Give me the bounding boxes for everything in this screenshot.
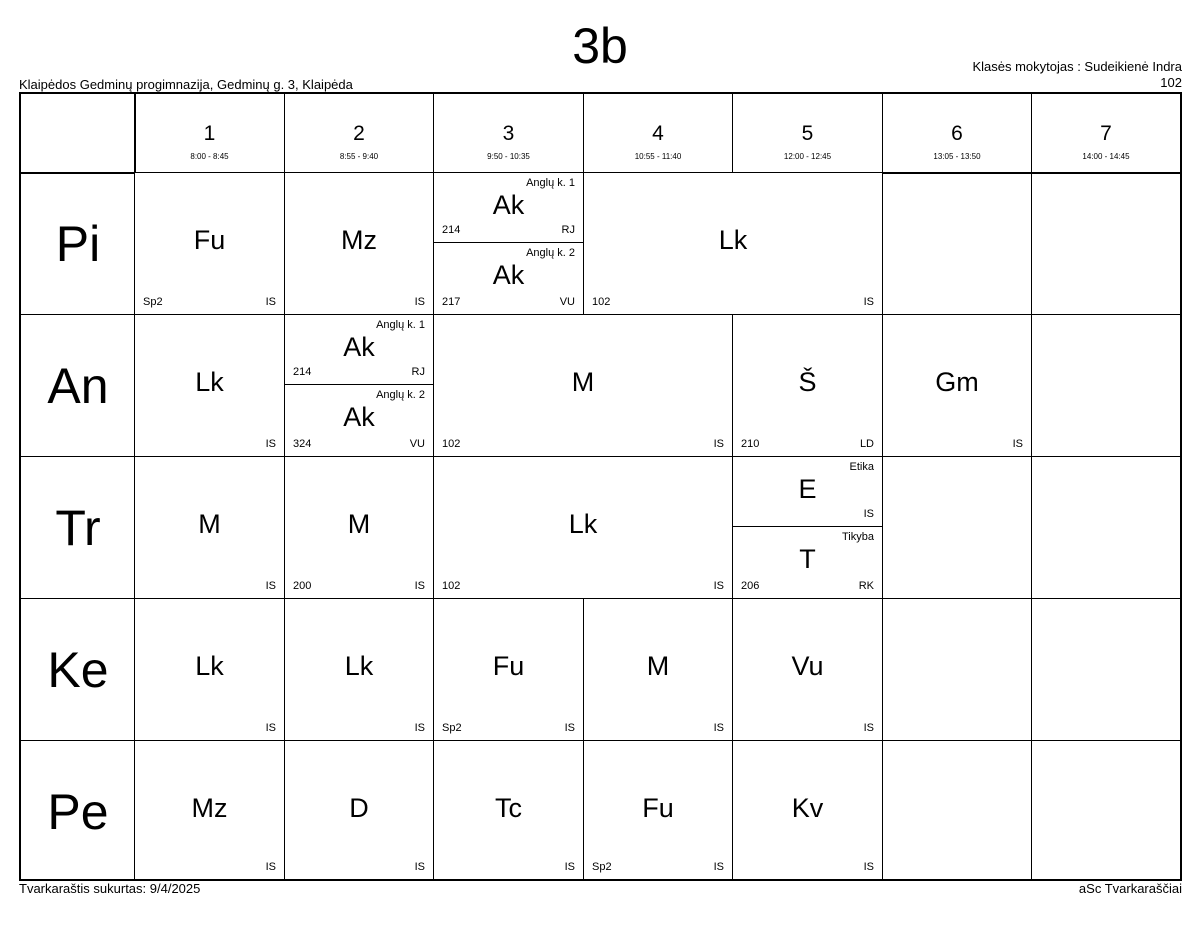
lesson-room: 102: [592, 296, 611, 308]
lesson-teacher: IS: [863, 861, 874, 873]
period-header: [434, 94, 583, 172]
grid-line: [1031, 94, 1032, 879]
period-header: [883, 94, 1031, 172]
lesson-teacher: IS: [265, 580, 276, 592]
day-label: Tr: [55, 499, 101, 556]
lesson-cell[interactable]: [733, 315, 882, 456]
lesson-subject: Ak: [492, 190, 525, 220]
lesson-subject: Fu: [492, 651, 525, 681]
lesson-cell[interactable]: [135, 315, 284, 456]
group-name: Tikyba: [842, 531, 874, 543]
period-number: 7: [1100, 122, 1112, 145]
period-time: 12:00 - 12:45: [783, 152, 832, 161]
lesson-subject: Lk: [568, 509, 598, 539]
lesson-teacher: IS: [265, 296, 276, 308]
created-date: Tvarkaraštis sukurtas: 9/4/2025: [19, 881, 201, 896]
period-time: 9:50 - 10:35: [487, 152, 530, 161]
lesson-subject: Fu: [193, 225, 226, 255]
group-lesson[interactable]: [434, 173, 583, 243]
lesson-teacher: IS: [1012, 438, 1023, 450]
day-label: An: [47, 357, 109, 414]
lesson-cell[interactable]: [584, 173, 882, 314]
lesson-room: 102: [442, 438, 461, 450]
lesson-cell[interactable]: [434, 741, 583, 879]
lesson-room: Sp2: [442, 722, 462, 734]
lesson-cell[interactable]: [434, 599, 583, 740]
lesson-room: Sp2: [592, 861, 612, 873]
group-lesson[interactable]: [434, 243, 583, 314]
lesson-subject: Mz: [191, 793, 228, 823]
group-name: Anglų k. 1: [526, 177, 575, 189]
lesson-subject: Vu: [791, 651, 824, 681]
lesson-cell[interactable]: [285, 173, 433, 314]
lesson-subject: E: [798, 474, 817, 504]
lesson-cell[interactable]: [584, 741, 732, 879]
group-lesson[interactable]: [733, 527, 882, 598]
lesson-cell[interactable]: [733, 741, 882, 879]
lesson-subject: Kv: [791, 793, 824, 823]
lesson-teacher: IS: [713, 861, 724, 873]
lesson-teacher: IS: [713, 722, 724, 734]
lesson-teacher: VU: [409, 438, 425, 450]
lesson-teacher: IS: [863, 722, 874, 734]
period-header: [1032, 94, 1180, 172]
lesson-teacher: IS: [265, 438, 276, 450]
lesson-subject: Š: [798, 367, 817, 397]
lesson-cell[interactable]: [584, 599, 732, 740]
lesson-teacher: IS: [863, 296, 874, 308]
group-name: Anglų k. 2: [376, 389, 425, 401]
lesson-subject: Tc: [495, 793, 522, 823]
day-label: Ke: [47, 641, 109, 698]
group-name: Etika: [849, 461, 874, 473]
lesson-room: 200: [293, 580, 312, 592]
lesson-teacher: IS: [265, 861, 276, 873]
period-header: [285, 94, 433, 172]
group-lesson[interactable]: [285, 385, 433, 456]
lesson-room: Sp2: [143, 296, 163, 308]
day-label: Pi: [55, 215, 101, 272]
lesson-cell[interactable]: [135, 173, 284, 314]
lesson-room: 217: [442, 296, 461, 308]
period-number: 2: [353, 122, 365, 145]
lesson-room: 210: [741, 438, 760, 450]
school-name: Klaipėdos Gedminų progimnazija, Gedminų g. 3, Klaipėda: [19, 77, 353, 92]
period-header: [135, 94, 284, 172]
timetable-grid: [19, 92, 1182, 881]
period-number: 1: [203, 122, 216, 145]
lesson-cell[interactable]: [285, 457, 433, 598]
lesson-teacher: IS: [863, 508, 874, 520]
lesson-subject: M: [347, 509, 371, 539]
group-name: Anglų k. 2: [526, 247, 575, 259]
period-time: 10:55 - 11:40: [634, 152, 682, 161]
class-teacher-info: [972, 59, 1182, 91]
lesson-subject: Lk: [344, 651, 374, 681]
software-name: aSc Tvarkaraščiai: [1078, 881, 1182, 896]
lesson-room: 102: [442, 580, 461, 592]
lesson-teacher: IS: [414, 580, 425, 592]
lesson-room: 214: [442, 224, 461, 236]
lesson-cell[interactable]: [135, 599, 284, 740]
lesson-subject: Gm: [935, 367, 979, 397]
lesson-room: 206: [741, 580, 760, 592]
lesson-cell[interactable]: [135, 457, 284, 598]
lesson-subject: M: [571, 367, 595, 397]
lesson-subject: Ak: [343, 402, 375, 432]
period-number: 4: [652, 122, 664, 145]
lesson-subject: Ak: [492, 260, 525, 290]
period-number: 6: [951, 122, 963, 145]
lesson-teacher: IS: [265, 722, 276, 734]
lesson-subject: D: [349, 793, 369, 823]
lesson-subject: Ak: [343, 332, 375, 362]
group-lesson[interactable]: [285, 315, 433, 385]
day-label: Pe: [47, 783, 109, 840]
lesson-subject: Lk: [718, 225, 748, 255]
lesson-teacher: IS: [564, 722, 575, 734]
period-time: 8:00 - 8:45: [190, 152, 229, 161]
class-title: 3b: [572, 18, 628, 74]
period-number: 5: [801, 122, 814, 145]
split-lesson-cell: [285, 315, 433, 456]
period-time: 8:55 - 9:40: [339, 152, 379, 161]
lesson-teacher: IS: [713, 438, 724, 450]
group-name: Anglų k. 1: [376, 319, 425, 331]
lesson-teacher: IS: [414, 861, 425, 873]
homeroom: 102: [1160, 75, 1182, 90]
lesson-cell[interactable]: [285, 741, 433, 879]
grid-line: [882, 94, 883, 879]
lesson-cell[interactable]: [733, 599, 882, 740]
period-time: 14:00 - 14:45: [1082, 152, 1130, 161]
lesson-teacher: RJ: [411, 366, 425, 378]
lesson-teacher: IS: [414, 296, 425, 308]
lesson-room: 324: [293, 438, 312, 450]
lesson-teacher: IS: [713, 580, 724, 592]
lesson-room: 214: [293, 366, 312, 378]
lesson-teacher: RJ: [561, 224, 575, 236]
period-number: 3: [502, 122, 515, 145]
split-lesson-cell: [434, 173, 583, 314]
lesson-cell[interactable]: [883, 315, 1031, 456]
lesson-subject: Lk: [195, 367, 224, 397]
period-time: 13:05 - 13:50: [933, 152, 981, 161]
lesson-cell[interactable]: [285, 599, 433, 740]
lesson-teacher: LD: [859, 438, 874, 450]
lesson-teacher: VU: [559, 296, 575, 308]
lesson-teacher: IS: [414, 722, 425, 734]
lesson-subject: Mz: [341, 225, 377, 255]
lesson-subject: Lk: [195, 651, 224, 681]
lesson-subject: Fu: [642, 793, 674, 823]
lesson-teacher: RK: [858, 580, 874, 592]
class-teacher: Klasės mokytojas : Sudeikienė Indra: [972, 59, 1182, 74]
lesson-cell[interactable]: [434, 457, 732, 598]
group-lesson[interactable]: [733, 457, 882, 527]
lesson-cell[interactable]: [135, 741, 284, 879]
lesson-cell[interactable]: [434, 315, 732, 456]
period-header: [733, 94, 882, 172]
lesson-subject: T: [799, 544, 816, 574]
lesson-subject: M: [198, 509, 221, 539]
period-header: [584, 94, 732, 172]
split-lesson-cell: [733, 457, 882, 598]
lesson-subject: M: [646, 651, 670, 681]
lesson-teacher: IS: [564, 861, 575, 873]
